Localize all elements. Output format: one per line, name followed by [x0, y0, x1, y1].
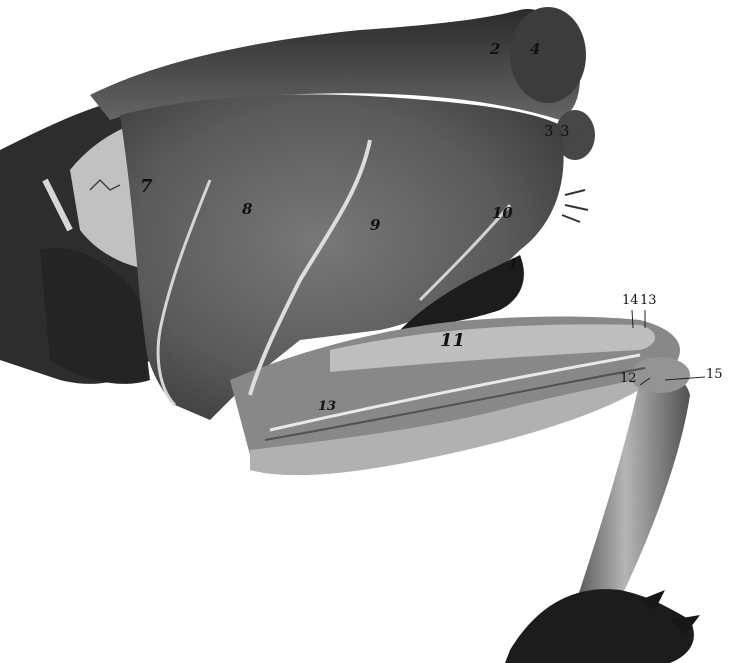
- label-12: 12: [620, 371, 637, 386]
- label-8: 8: [242, 200, 253, 218]
- label-9: 9: [370, 216, 381, 234]
- label-10: 10: [492, 204, 513, 222]
- label-13b: 13: [318, 399, 337, 414]
- label-7: 7: [140, 176, 153, 197]
- label-14: 14: [622, 293, 639, 308]
- label-4: 4: [530, 40, 541, 58]
- knob-top: [510, 7, 586, 103]
- label-15: 15: [706, 367, 723, 382]
- label-1: 1: [508, 255, 519, 273]
- label-11: 11: [440, 330, 466, 351]
- label-13a: 13: [640, 293, 657, 308]
- knee-joint: [630, 357, 690, 393]
- label-3a: 3: [544, 122, 554, 140]
- label-2: 2: [490, 40, 501, 58]
- label-3b: 3: [560, 122, 570, 140]
